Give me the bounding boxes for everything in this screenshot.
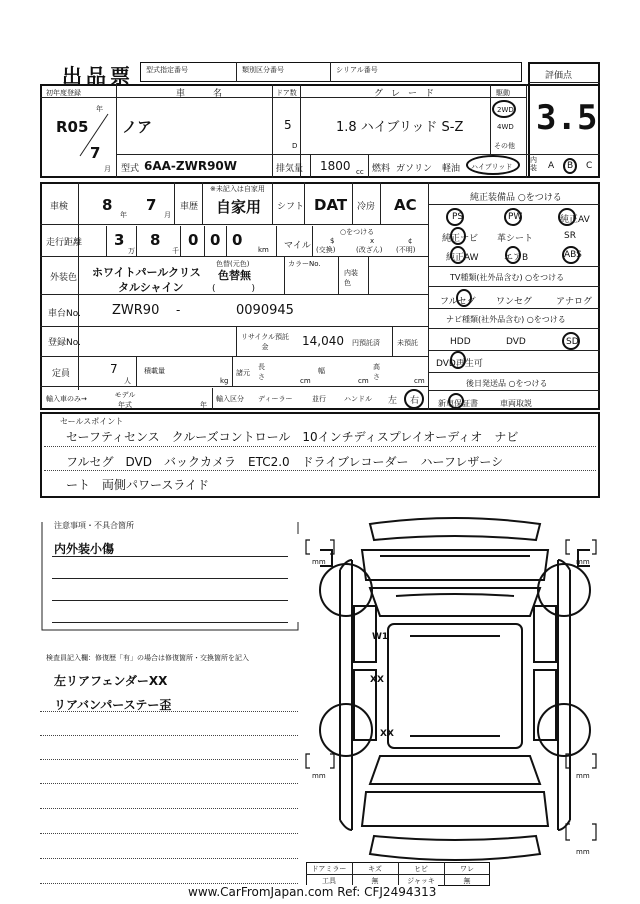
equip-ps-circle (446, 208, 464, 226)
equip-pw-circle (504, 208, 522, 226)
doors-value: 5 (284, 118, 292, 132)
model-label: 型式 (121, 164, 140, 174)
drive-2wd-circle (492, 100, 516, 118)
disp-label: 排気量 (276, 164, 304, 174)
sales-line-3: ート 両側パワースライド (66, 478, 210, 492)
equip-av-circle (558, 208, 576, 226)
category-label: 類別区分番号 (242, 66, 284, 74)
drive-2wd: 2WD (497, 106, 514, 114)
exterior-color: ホワイトパールクリス (92, 266, 201, 279)
inspector-line-2: リアバンパーステー歪 (54, 698, 172, 712)
car-name-label: 車名 (176, 89, 251, 99)
notes-line-1: 内外装小傷 (54, 542, 115, 556)
fuel-label: 燃料 (372, 164, 391, 174)
watermark: www.CarFromJapan.com Ref: CFJ2494313 (188, 885, 437, 899)
fuel-diesel: 軽油 (442, 164, 461, 174)
ac-value: AC (394, 196, 417, 214)
drive-other: その他 (494, 142, 515, 150)
car-damage-diagram (300, 510, 610, 890)
fuel-gas: ガソリン (396, 164, 433, 174)
chassis-no: 0090945 (236, 303, 294, 318)
doors-label: ドア数 (276, 89, 297, 97)
handle-right-circle (404, 389, 424, 409)
inspector-line-1: 左リアフェンダーXX (54, 674, 168, 688)
sheet-title: 出品票 (62, 64, 134, 88)
type-cert-label: 型式指定番号 (146, 66, 188, 74)
drive-label: 駆動 (496, 89, 510, 97)
equip-airbag-circle (505, 246, 521, 264)
first-reg-label: 初年度登録 (46, 89, 81, 97)
mileage-label: 走行距離 (46, 238, 83, 248)
fuel-hybrid-circle (466, 155, 520, 175)
orig-color: 色替無 (218, 269, 251, 282)
score-value: 3.5 (536, 98, 598, 138)
shaken-label: 車検 (50, 202, 69, 212)
reg-month: 7 (90, 144, 101, 162)
serial-label: シリアル番号 (336, 66, 378, 74)
reg-year: R05 (56, 118, 89, 136)
interior-label: 内装 (530, 156, 537, 172)
sales-line-1: セーフティセンス クルーズコントロール 10インチディスプレイオーディオ ナビ (66, 430, 519, 444)
dvd-play-circle (450, 351, 466, 369)
usage-label: 車歴 (180, 202, 199, 212)
damage-mark-w1: W1 (372, 632, 389, 642)
equip-aw-circle (450, 246, 466, 264)
fuel-hybrid: ハイブリッド (471, 163, 513, 171)
usage-value: 自家用 (216, 198, 262, 216)
model-value: 6AA-ZWR90W (144, 159, 238, 173)
car-name: ノア (122, 118, 153, 136)
warranty-circle (448, 393, 464, 409)
drive-4wd: 4WD (497, 123, 514, 131)
equipment-title: 純正装備品 ○をつける (470, 193, 562, 203)
shift-value: DAT (314, 196, 348, 214)
damage-mark-xx-2: XX (380, 729, 394, 739)
equip-nav-circle (450, 227, 466, 245)
damage-mark-xx-1: XX (370, 675, 384, 685)
grade-label: グレード (374, 89, 443, 99)
sales-line-2: フルセグ DVD バックカメラ ETC2.0 ドライブレコーダー ハーフレザーシ (66, 455, 504, 469)
score-label: 評価点 (545, 71, 573, 81)
equip-abs-circle (562, 246, 580, 264)
grade-value: 1.8 ハイブリッド S-Z (336, 120, 464, 135)
notes-frame (40, 514, 302, 634)
nav-sd-circle (562, 332, 580, 350)
recycle-fee: 14,040 (302, 334, 344, 348)
chassis-model: ZWR90 (112, 303, 160, 318)
disp-value: 1800 (320, 159, 351, 173)
tv-fullseg-circle (456, 289, 472, 307)
interior-b-circle (563, 158, 577, 174)
header-id-row (140, 62, 522, 82)
